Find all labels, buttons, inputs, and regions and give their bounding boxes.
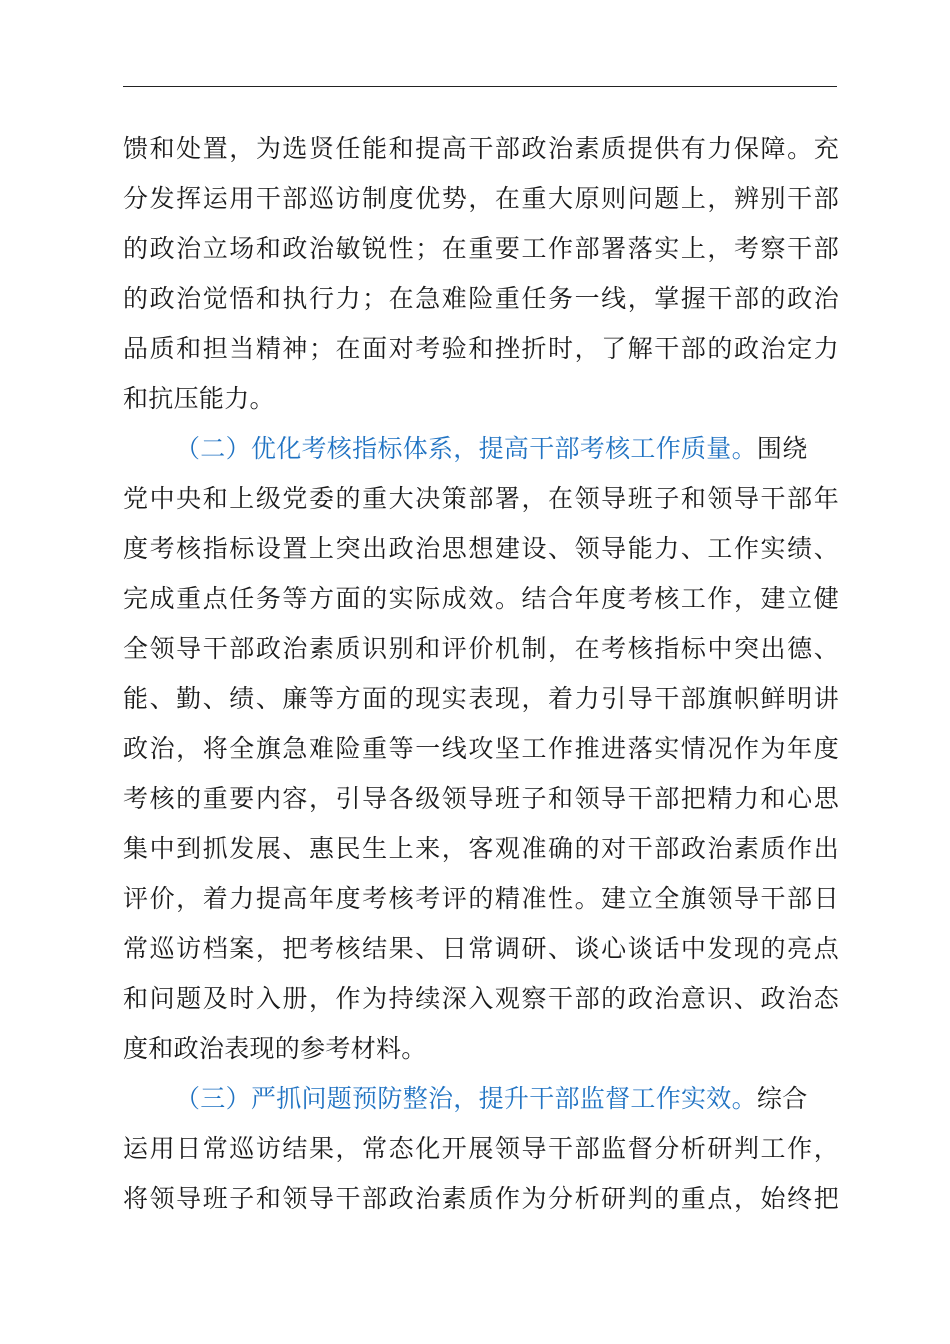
paragraph-line: 将领导班子和领导干部政治素质作为分析研判的重点，始终把 [123,1184,839,1213]
header-rule [123,86,837,87]
paragraph-line: 党中央和上级党委的重大决策部署，在领导班子和领导干部年 [123,484,839,513]
paragraph-line: 品质和担当精神；在面对考验和挫折时，了解干部的政治定力 [123,334,839,363]
paragraph-line: 度考核指标设置上突出政治思想建设、领导能力、工作实绩、 [123,534,839,563]
paragraph-line: 和抗压能力。 [123,384,275,413]
paragraph-line: 和问题及时入册，作为持续深入观察干部的政治意识、政治态 [123,984,839,1013]
paragraph-line: 完成重点任务等方面的实际成效。结合年度考核工作，建立健 [123,584,839,613]
paragraph-line: 的政治立场和政治敏锐性；在重要工作部署落实上，考察干部 [123,234,839,263]
section-2-first-line [123,424,839,474]
paragraph-line: 评价，着力提高年度考核考评的精准性。建立全旗领导干部日 [123,884,839,913]
paragraph-line: 运用日常巡访结果，常态化开展领导干部监督分析研判工作， [123,1134,839,1163]
paragraph-line: 集中到抓发展、惠民生上来，客观准确的对干部政治素质作出 [123,834,839,863]
paragraph-line: 度和政治表现的参考材料。 [123,1034,427,1063]
paragraph-line: 政治，将全旗急难险重等一线攻坚工作推进落实情况作为年度 [123,734,839,763]
document-body [123,124,839,1224]
paragraph-line: 全领导干部政治素质识别和评价机制，在考核指标中突出德、 [123,634,839,663]
paragraph-line: 的政治觉悟和执行力；在急难险重任务一线，掌握干部的政治 [123,284,839,313]
paragraph-line: 能、勤、绩、廉等方面的现实表现，着力引导干部旗帜鲜明讲 [123,684,839,713]
paragraph-line: 常巡访档案，把考核结果、日常调研、谈心谈话中发现的亮点 [123,934,839,963]
section-3-first-line-text: 综合 [756,1084,808,1113]
paragraph-line: 分发挥运用干部巡访制度优势，在重大原则问题上，辨别干部 [123,184,839,213]
paragraph-line: 考核的重要内容，引导各级领导班子和领导干部把精力和心思 [123,784,839,813]
paragraph-line: 馈和处置，为选贤任能和提高干部政治素质提供有力保障。充 [123,134,839,163]
section-3-heading: （三）严抓问题预防整治，提升干部监督工作实效。 [175,1084,757,1113]
section-3-first-line [123,1074,839,1124]
section-2-first-line-text: 围绕 [756,434,808,463]
section-2-heading: （二）优化考核指标体系，提高干部考核工作质量。 [175,434,757,463]
